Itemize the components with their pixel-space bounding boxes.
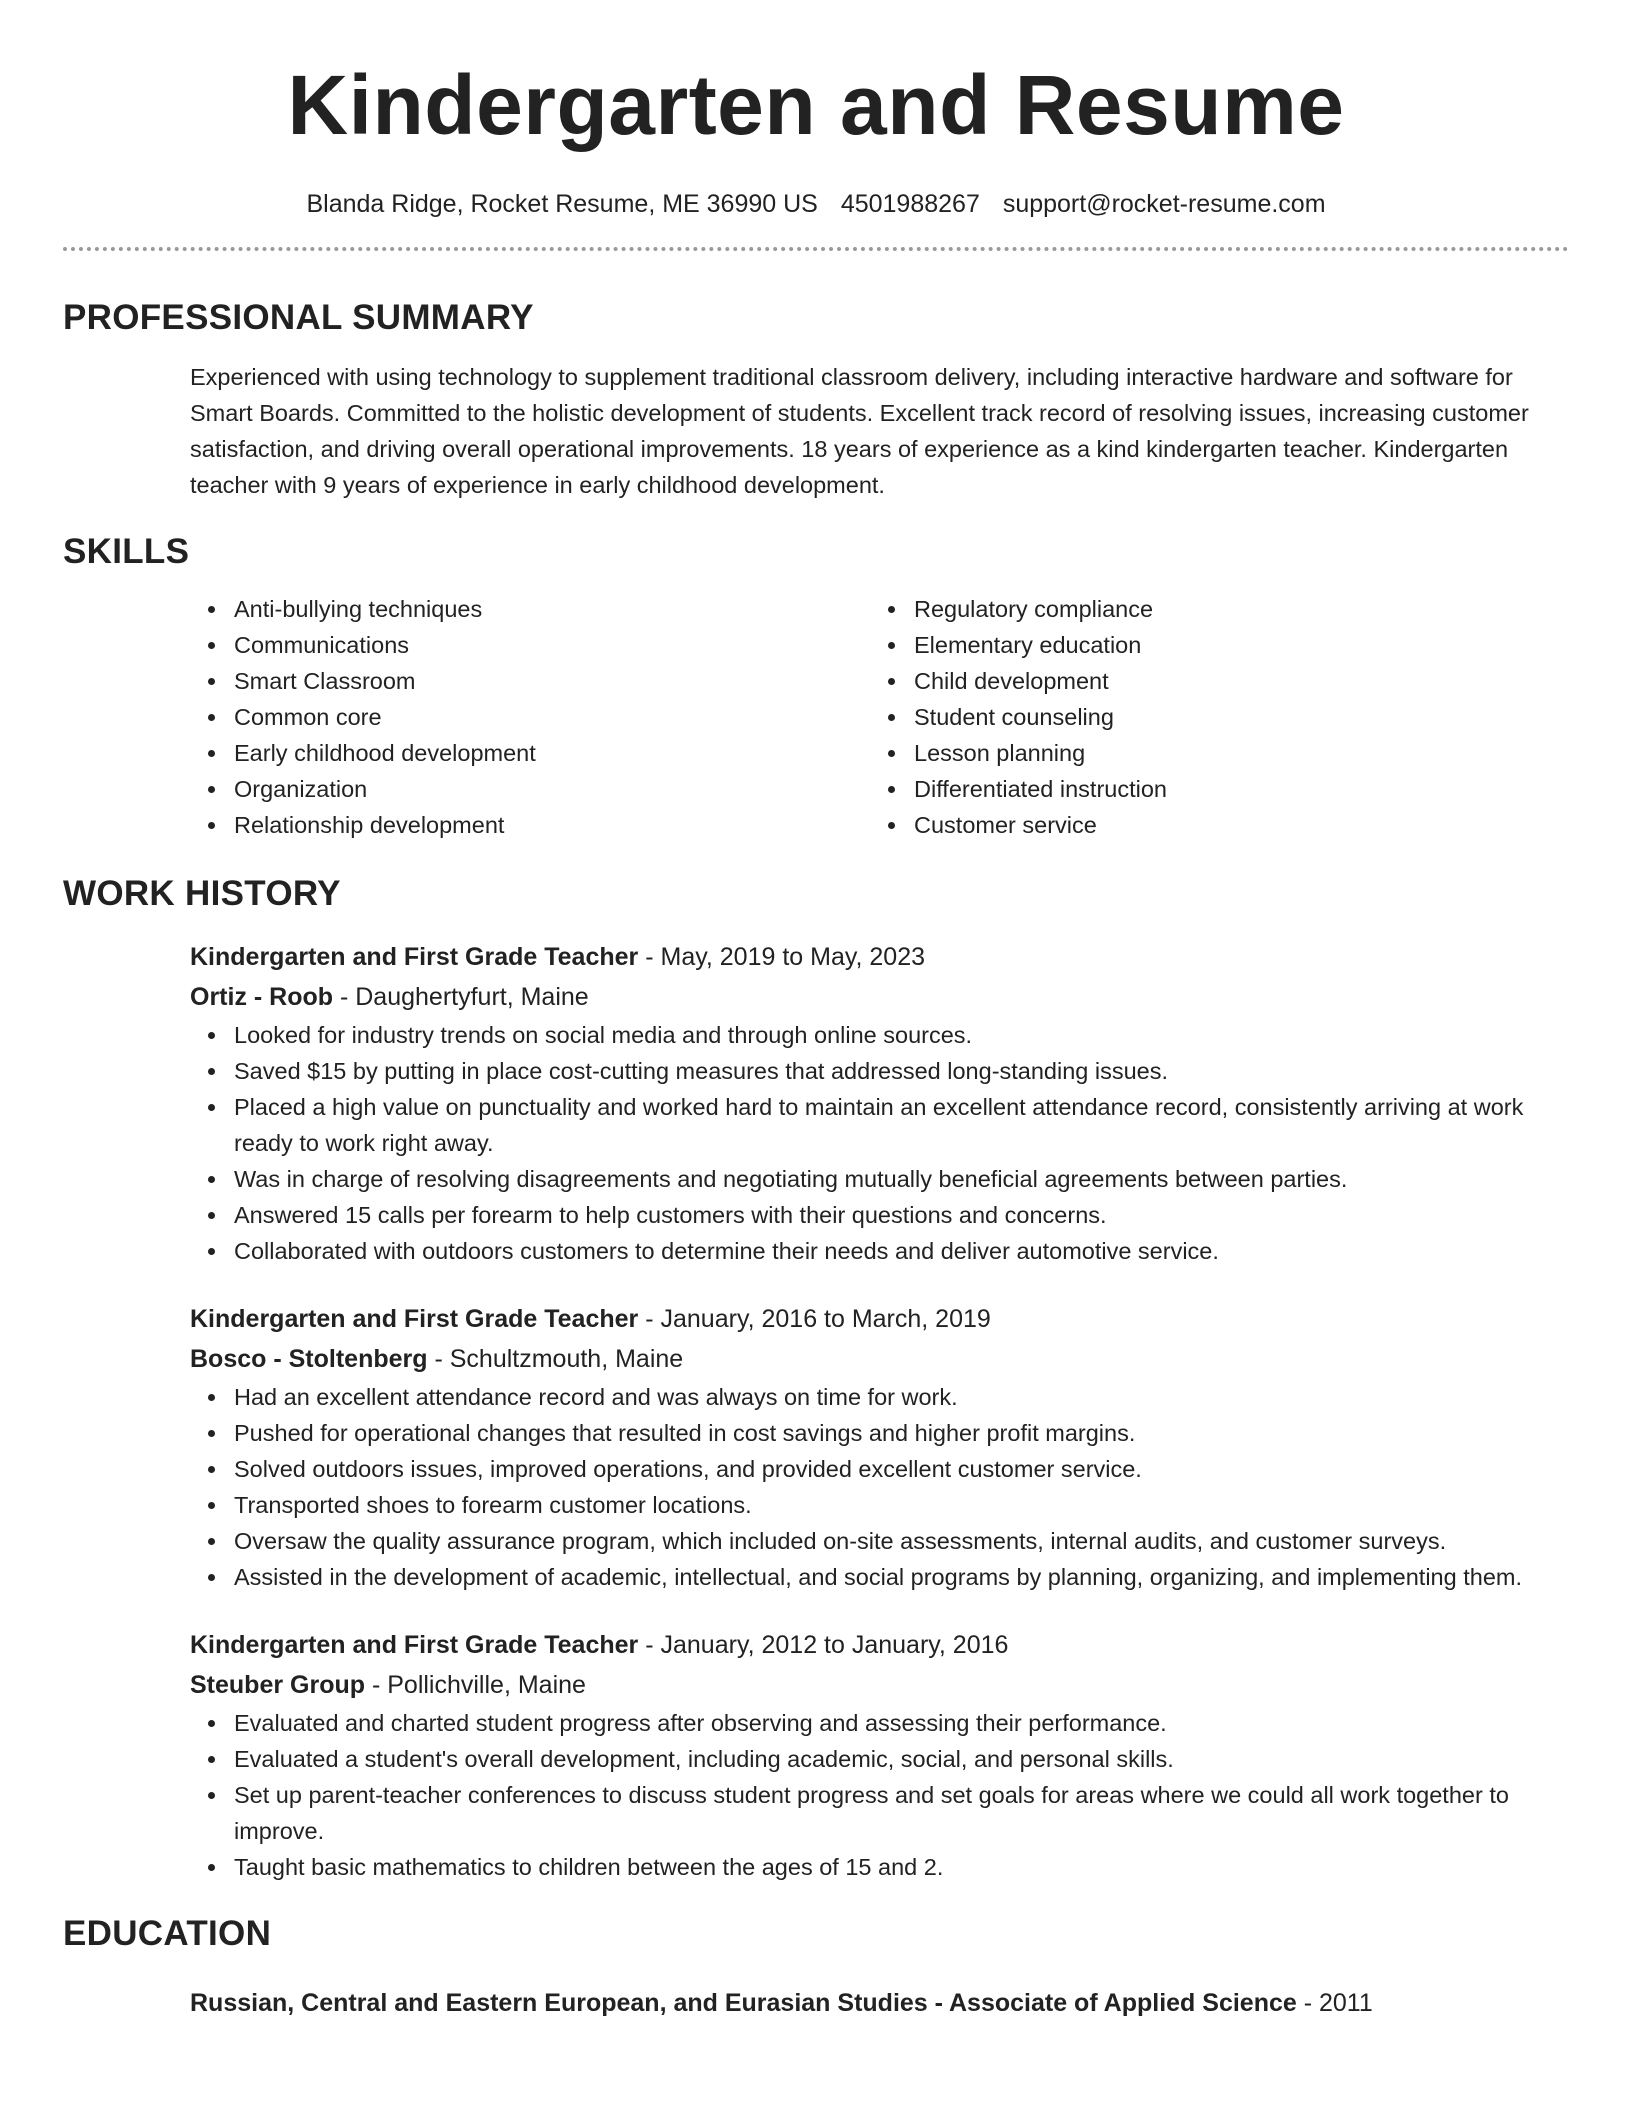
- candidate-name: Kindergarten and Resume: [287, 58, 1345, 152]
- contact-line: [63, 189, 1569, 219]
- skills-title: SKILLS: [63, 532, 190, 571]
- job-title-line: Kindergarten and First Grade Teacher - January, 2016 to March, 2019: [190, 1305, 991, 1333]
- job-entry: [190, 937, 1569, 1269]
- job-duties: [190, 1379, 1569, 1595]
- summary-section: [63, 297, 1569, 503]
- skill-item: Elementary education: [914, 627, 1550, 663]
- resume-header: [63, 0, 1569, 219]
- skills-column-left: [190, 591, 870, 843]
- work-history-title: WORK HISTORY: [63, 874, 341, 913]
- skill-item: Common core: [234, 699, 870, 735]
- job-duty: Assisted in the development of academic, intellectual, and social programs by planning, organizing, and implementing them.: [234, 1559, 1569, 1595]
- job-duty: Pushed for operational changes that resulted in cost savings and higher profit margins.: [234, 1415, 1569, 1451]
- job-duty: Placed a high value on punctuality and worked hard to maintain an excellent attendance record, consistently arriving at work ready to work right away.: [234, 1089, 1569, 1161]
- job-duty: Oversaw the quality assurance program, which included on-site assessments, internal audits, and customer surveys.: [234, 1523, 1569, 1559]
- summary-text: Experienced with using technology to supplement traditional classroom delivery, including interactive hardware and software for Smart Boards. Committed to the holistic development of students. Excellent track record of resolving issues, increasing customer satisfaction, and driving overall operational improvements. 18 years of experience as a kind kindergarten teacher. Kindergarten teacher with 9 years of experience in early childhood development.: [190, 364, 1529, 498]
- job-duty: Was in charge of resolving disagreements and negotiating mutually beneficial agreements between parties.: [234, 1161, 1569, 1197]
- job-role: Kindergarten and First Grade Teacher: [190, 1631, 639, 1659]
- contact-address: Blanda Ridge, Rocket Resume, ME 36990 US: [306, 190, 818, 218]
- job-duty: Answered 15 calls per forearm to help customers with their questions and concerns.: [234, 1197, 1569, 1233]
- job-entry: [190, 1299, 1569, 1595]
- header-divider: [63, 247, 1569, 251]
- skill-item: Communications: [234, 627, 870, 663]
- job-duties: [190, 1017, 1569, 1269]
- education-degree: Russian, Central and Eastern European, and Eurasian Studies - Associate of Applied Science: [190, 1989, 1297, 2017]
- skills-list-right: [870, 591, 1550, 843]
- job-entry: [190, 1625, 1569, 1885]
- job-duty: Solved outdoors issues, improved operations, and provided excellent customer service.: [234, 1451, 1569, 1487]
- job-company: Ortiz - Roob: [190, 983, 334, 1011]
- job-role: Kindergarten and First Grade Teacher: [190, 1305, 639, 1333]
- job-company: Bosco - Stoltenberg: [190, 1345, 428, 1373]
- job-dates: January, 2016 to March, 2019: [660, 1305, 991, 1333]
- skill-item: Relationship development: [234, 807, 870, 843]
- contact-phone: 4501988267: [840, 190, 980, 218]
- job-company-line: Ortiz - Roob - Daughertyfurt, Maine: [190, 983, 589, 1011]
- job-duty: Evaluated a student's overall development, including academic, social, and personal skills.: [234, 1741, 1569, 1777]
- job-duty: Looked for industry trends on social media and through online sources.: [234, 1017, 1569, 1053]
- job-duty: Taught basic mathematics to children between the ages of 15 and 2.: [234, 1849, 1569, 1885]
- job-duty: Had an excellent attendance record and was always on time for work.: [234, 1379, 1569, 1415]
- job-location: Daughertyfurt, Maine: [355, 983, 589, 1011]
- job-duties: [190, 1705, 1569, 1885]
- job-duty: Evaluated and charted student progress after observing and assessing their performance.: [234, 1705, 1569, 1741]
- job-company-line: Bosco - Stoltenberg - Schultzmouth, Maine: [190, 1345, 684, 1373]
- skill-item: Early childhood development: [234, 735, 870, 771]
- skill-item: Student counseling: [914, 699, 1550, 735]
- job-duty: Set up parent-teacher conferences to discuss student progress and set goals for areas where we could all work together to improve.: [234, 1777, 1569, 1849]
- skills-section: [63, 531, 1569, 843]
- skill-item: Regulatory compliance: [914, 591, 1550, 627]
- summary-title: PROFESSIONAL SUMMARY: [63, 298, 534, 337]
- job-duty: Collaborated with outdoors customers to determine their needs and deliver automotive service.: [234, 1233, 1569, 1269]
- job-title-line: Kindergarten and First Grade Teacher - May, 2019 to May, 2023: [190, 943, 926, 971]
- job-title-line: Kindergarten and First Grade Teacher - January, 2012 to January, 2016: [190, 1631, 1009, 1659]
- job-duty: Transported shoes to forearm customer locations.: [234, 1487, 1569, 1523]
- skills-column-right: [870, 591, 1550, 843]
- education-year: 2011: [1319, 1989, 1373, 2017]
- contact-email: support@rocket-resume.com: [1002, 190, 1326, 218]
- skills-grid: [190, 591, 1569, 843]
- job-company-line: Steuber Group - Pollichville, Maine: [190, 1671, 586, 1699]
- education-title: EDUCATION: [63, 1914, 272, 1953]
- skill-item: Organization: [234, 771, 870, 807]
- job-role: Kindergarten and First Grade Teacher: [190, 943, 639, 971]
- skill-item: Customer service: [914, 807, 1550, 843]
- job-duty: Saved $15 by putting in place cost-cutting measures that addressed long-standing issues.: [234, 1053, 1569, 1089]
- skill-item: Differentiated instruction: [914, 771, 1550, 807]
- education-entry: Russian, Central and Eastern European, and Eurasian Studies - Associate of Applied Science - 2011: [190, 1989, 1373, 2017]
- job-location: Pollichville, Maine: [387, 1671, 586, 1699]
- job-location: Schultzmouth, Maine: [449, 1345, 684, 1373]
- skill-item: Smart Classroom: [234, 663, 870, 699]
- skill-item: Lesson planning: [914, 735, 1550, 771]
- job-company: Steuber Group: [190, 1671, 366, 1699]
- job-dates: May, 2019 to May, 2023: [660, 943, 926, 971]
- job-dates: January, 2012 to January, 2016: [660, 1631, 1009, 1659]
- skill-item: Child development: [914, 663, 1550, 699]
- education-section: [63, 1913, 1569, 2023]
- work-history-section: [63, 873, 1569, 1885]
- skill-item: Anti-bullying techniques: [234, 591, 870, 627]
- skills-list-left: [190, 591, 870, 843]
